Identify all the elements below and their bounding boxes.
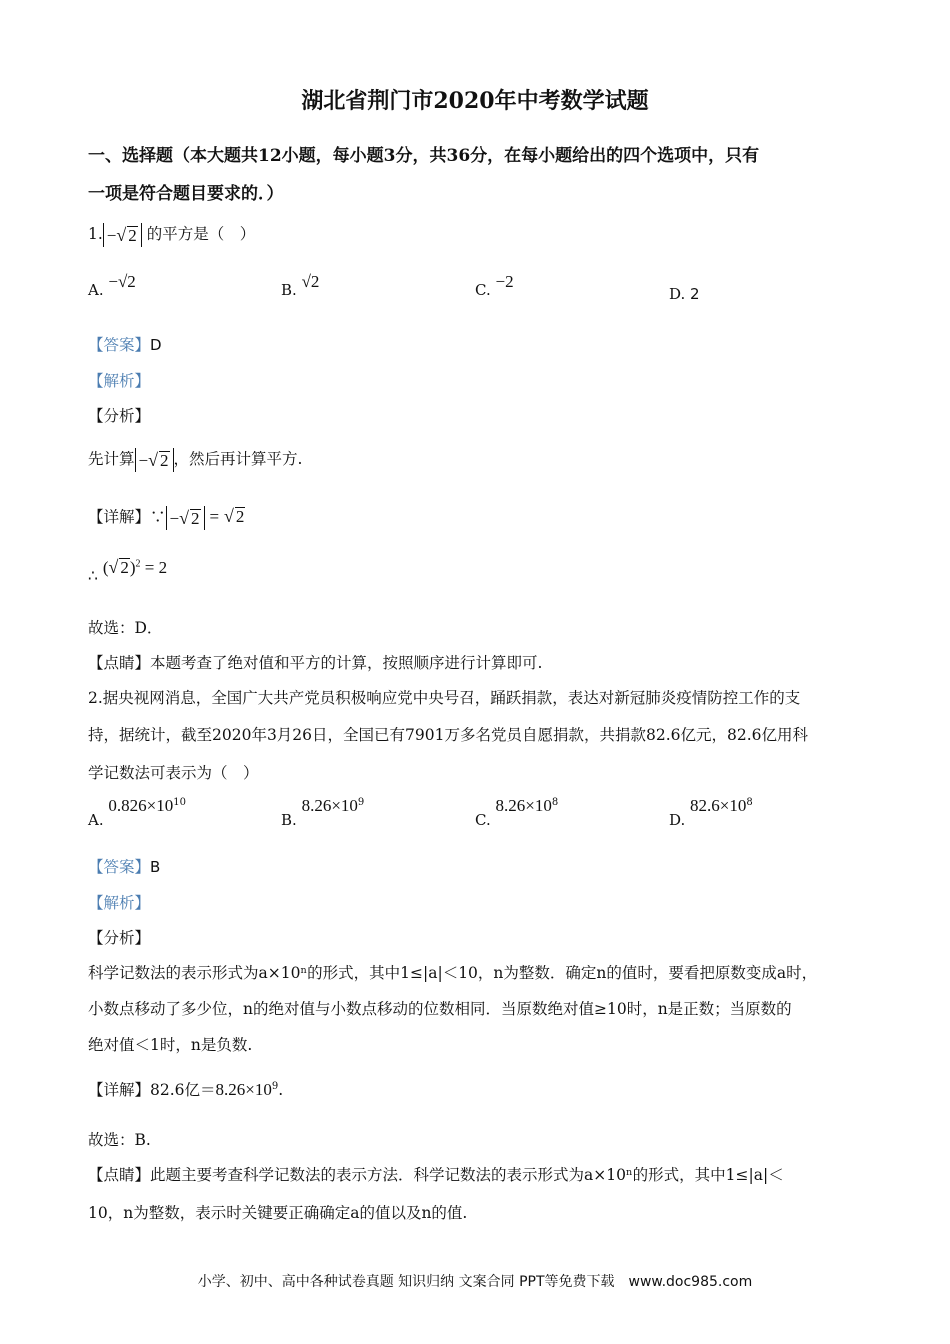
q1-detail-minus: − <box>169 509 180 528</box>
q1-option-d <box>669 285 700 303</box>
q2-option-c-exponent: 8 <box>551 797 559 808</box>
q1-minus: − <box>106 226 117 245</box>
q1-analysis-minus: − <box>138 451 149 470</box>
q2-option-a-label: A. <box>88 811 104 829</box>
q1-detail-radicand: 2 <box>191 509 200 528</box>
q2-option-c-mantissa: 8.26×10 <box>495 796 552 815</box>
page-title: 湖北省荆门市2020年中考数学试题 <box>301 88 649 114</box>
q1-analysis <box>88 447 302 472</box>
q1-detail-equals: = <box>209 507 220 526</box>
q2-jiexi-tag: 【解析】 <box>88 894 151 912</box>
q1-option-a <box>88 272 136 300</box>
q1-answer-tag: 【答案】 <box>88 336 151 354</box>
q1-answer <box>88 333 162 355</box>
q1-option-a-label: A. <box>88 281 104 299</box>
q2-answer-value: B <box>150 858 161 876</box>
q1-option-c-value: −2 <box>495 272 514 291</box>
q2-analysis-line3: 绝对值＜1时，n是负数. <box>88 1036 253 1054</box>
q2-dianjing-line2: 10，n为整数，表示时关键要正确确定a的值以及n的值. <box>88 1204 468 1222</box>
q1-detail-abs: −√ 2 <box>166 506 205 530</box>
q1-option-b-value: √2 <box>301 272 320 291</box>
q2-detail <box>88 1078 283 1100</box>
q1-option-b-label: B. <box>281 281 297 299</box>
q1-square-radicand: 2 <box>120 558 129 577</box>
q2-answer-tag: 【答案】 <box>88 858 151 876</box>
q1-therefore: ∴ (√ 2)$^2$ = 2 <box>88 557 168 585</box>
q1-stem <box>88 222 255 247</box>
q1-detail: 【详解】∵ −√ 2 = √ 2 <box>88 506 245 528</box>
q2-stem-line1: 2.据央视网消息，全国广大共产党员积极响应党中央号召，踊跃捐款，表达对新冠肺炎疫情防控工作的支 <box>88 689 801 707</box>
q2-option-b-label: B. <box>281 811 297 829</box>
q2-fenxi-tag: 【分析】 <box>88 929 151 947</box>
q2-detail-mantissa: 8.26×10 <box>215 1080 272 1099</box>
therefore-symbol: ∴ <box>88 567 98 585</box>
q2-option-a-exponent: 10 <box>173 797 186 808</box>
q2-answer <box>88 855 160 877</box>
q1-analysis-post: ，然后再计算平方. <box>173 450 303 468</box>
q1-analysis-radicand: 2 <box>160 451 169 470</box>
q2-option-d-mantissa: 82.6×10 <box>690 796 747 815</box>
q1-option-c <box>475 272 514 300</box>
q2-guxuan: 故选：B. <box>88 1131 151 1149</box>
q1-option-d-label: D. <box>669 285 686 303</box>
q2-stem-line3: 学记数法可表示为（ ） <box>88 764 259 782</box>
q2-option-b-mantissa: 8.26×10 <box>301 796 358 815</box>
q1-answer-value: D <box>150 336 162 354</box>
q1-guxuan: 故选：D． <box>88 619 163 637</box>
q2-detail-post: . <box>278 1081 284 1099</box>
q2-option-d-exponent: 8 <box>746 797 753 808</box>
q2-option-b-exponent: 9 <box>357 797 365 808</box>
q1-radicand: 2 <box>128 226 137 245</box>
section-heading-line2: 一项是符合题目要求的．） <box>88 184 284 204</box>
q2-detail-pre: 【详解】82.6亿＝ <box>88 1081 216 1099</box>
q1-fenxi-tag: 【分析】 <box>88 407 151 425</box>
q2-option-c-label: C. <box>475 811 491 829</box>
q2-stem-line2: 持，据统计，截至2020年3月26日，全国已有7901万多名党员自愿捐款，共捐款82.6亿元，82.6亿用科 <box>88 726 809 744</box>
q1-option-d-value: 2 <box>690 285 700 303</box>
q1-option-c-label: C. <box>475 281 491 299</box>
q1-detail-tag: 【详解】∵ <box>88 508 166 526</box>
q2-option-a-mantissa: 0.826×10 <box>108 796 174 815</box>
q2-option-b <box>281 796 365 829</box>
q1-number: 1. <box>88 225 103 243</box>
q1-square-result: = 2 <box>144 558 168 577</box>
q1-detail-rhs-radicand: 2 <box>235 507 245 526</box>
q2-option-d <box>669 796 753 829</box>
q1-option-a-value: −√2 <box>108 272 136 291</box>
section-heading-line1: 一、选择题（本大题共12小题，每小题3分，共36分，在每小题给出的四个选项中，只有 <box>88 146 760 166</box>
q2-analysis-line1: 科学记数法的表示形式为a×10ⁿ的形式，其中1≤|a|＜10，n为整数．确定n的值时，要看把原数变成a时， <box>88 964 818 982</box>
q2-dianjing-line1: 【点睛】此题主要考查科学记数法的表示方法．科学记数法的表示形式为a×10ⁿ的形式，其中1≤|a|＜ <box>88 1166 784 1184</box>
q2-option-d-label: D. <box>669 811 686 829</box>
q2-option-c <box>475 796 559 829</box>
q1-analysis-abs: −√ 2 <box>135 448 174 472</box>
q2-analysis-line2: 小数点移动了多少位，n的绝对值与小数点移动的位数相同．当原数绝对值≥10时，n是正数；当原数的 <box>88 1000 792 1018</box>
q2-option-a <box>88 796 186 829</box>
q1-dianjing: 【点睛】本题考查了绝对值和平方的计算，按照顺序进行计算即可. <box>88 654 543 672</box>
q1-jiexi-tag: 【解析】 <box>88 372 151 390</box>
q1-analysis-pre: 先计算 <box>88 450 135 468</box>
q1-option-b <box>281 272 320 300</box>
page-footer[interactable]: 小学、初中、高中各种试卷真题 知识归纳 文案合同 PPT等免费下载 www.doc985.com <box>197 1274 753 1290</box>
q2-detail-exponent: 9 <box>271 1080 279 1092</box>
q1-stem-tail: 的平方是（ ） <box>146 225 256 243</box>
q1-abs-expression: −√ 2 <box>103 223 142 247</box>
